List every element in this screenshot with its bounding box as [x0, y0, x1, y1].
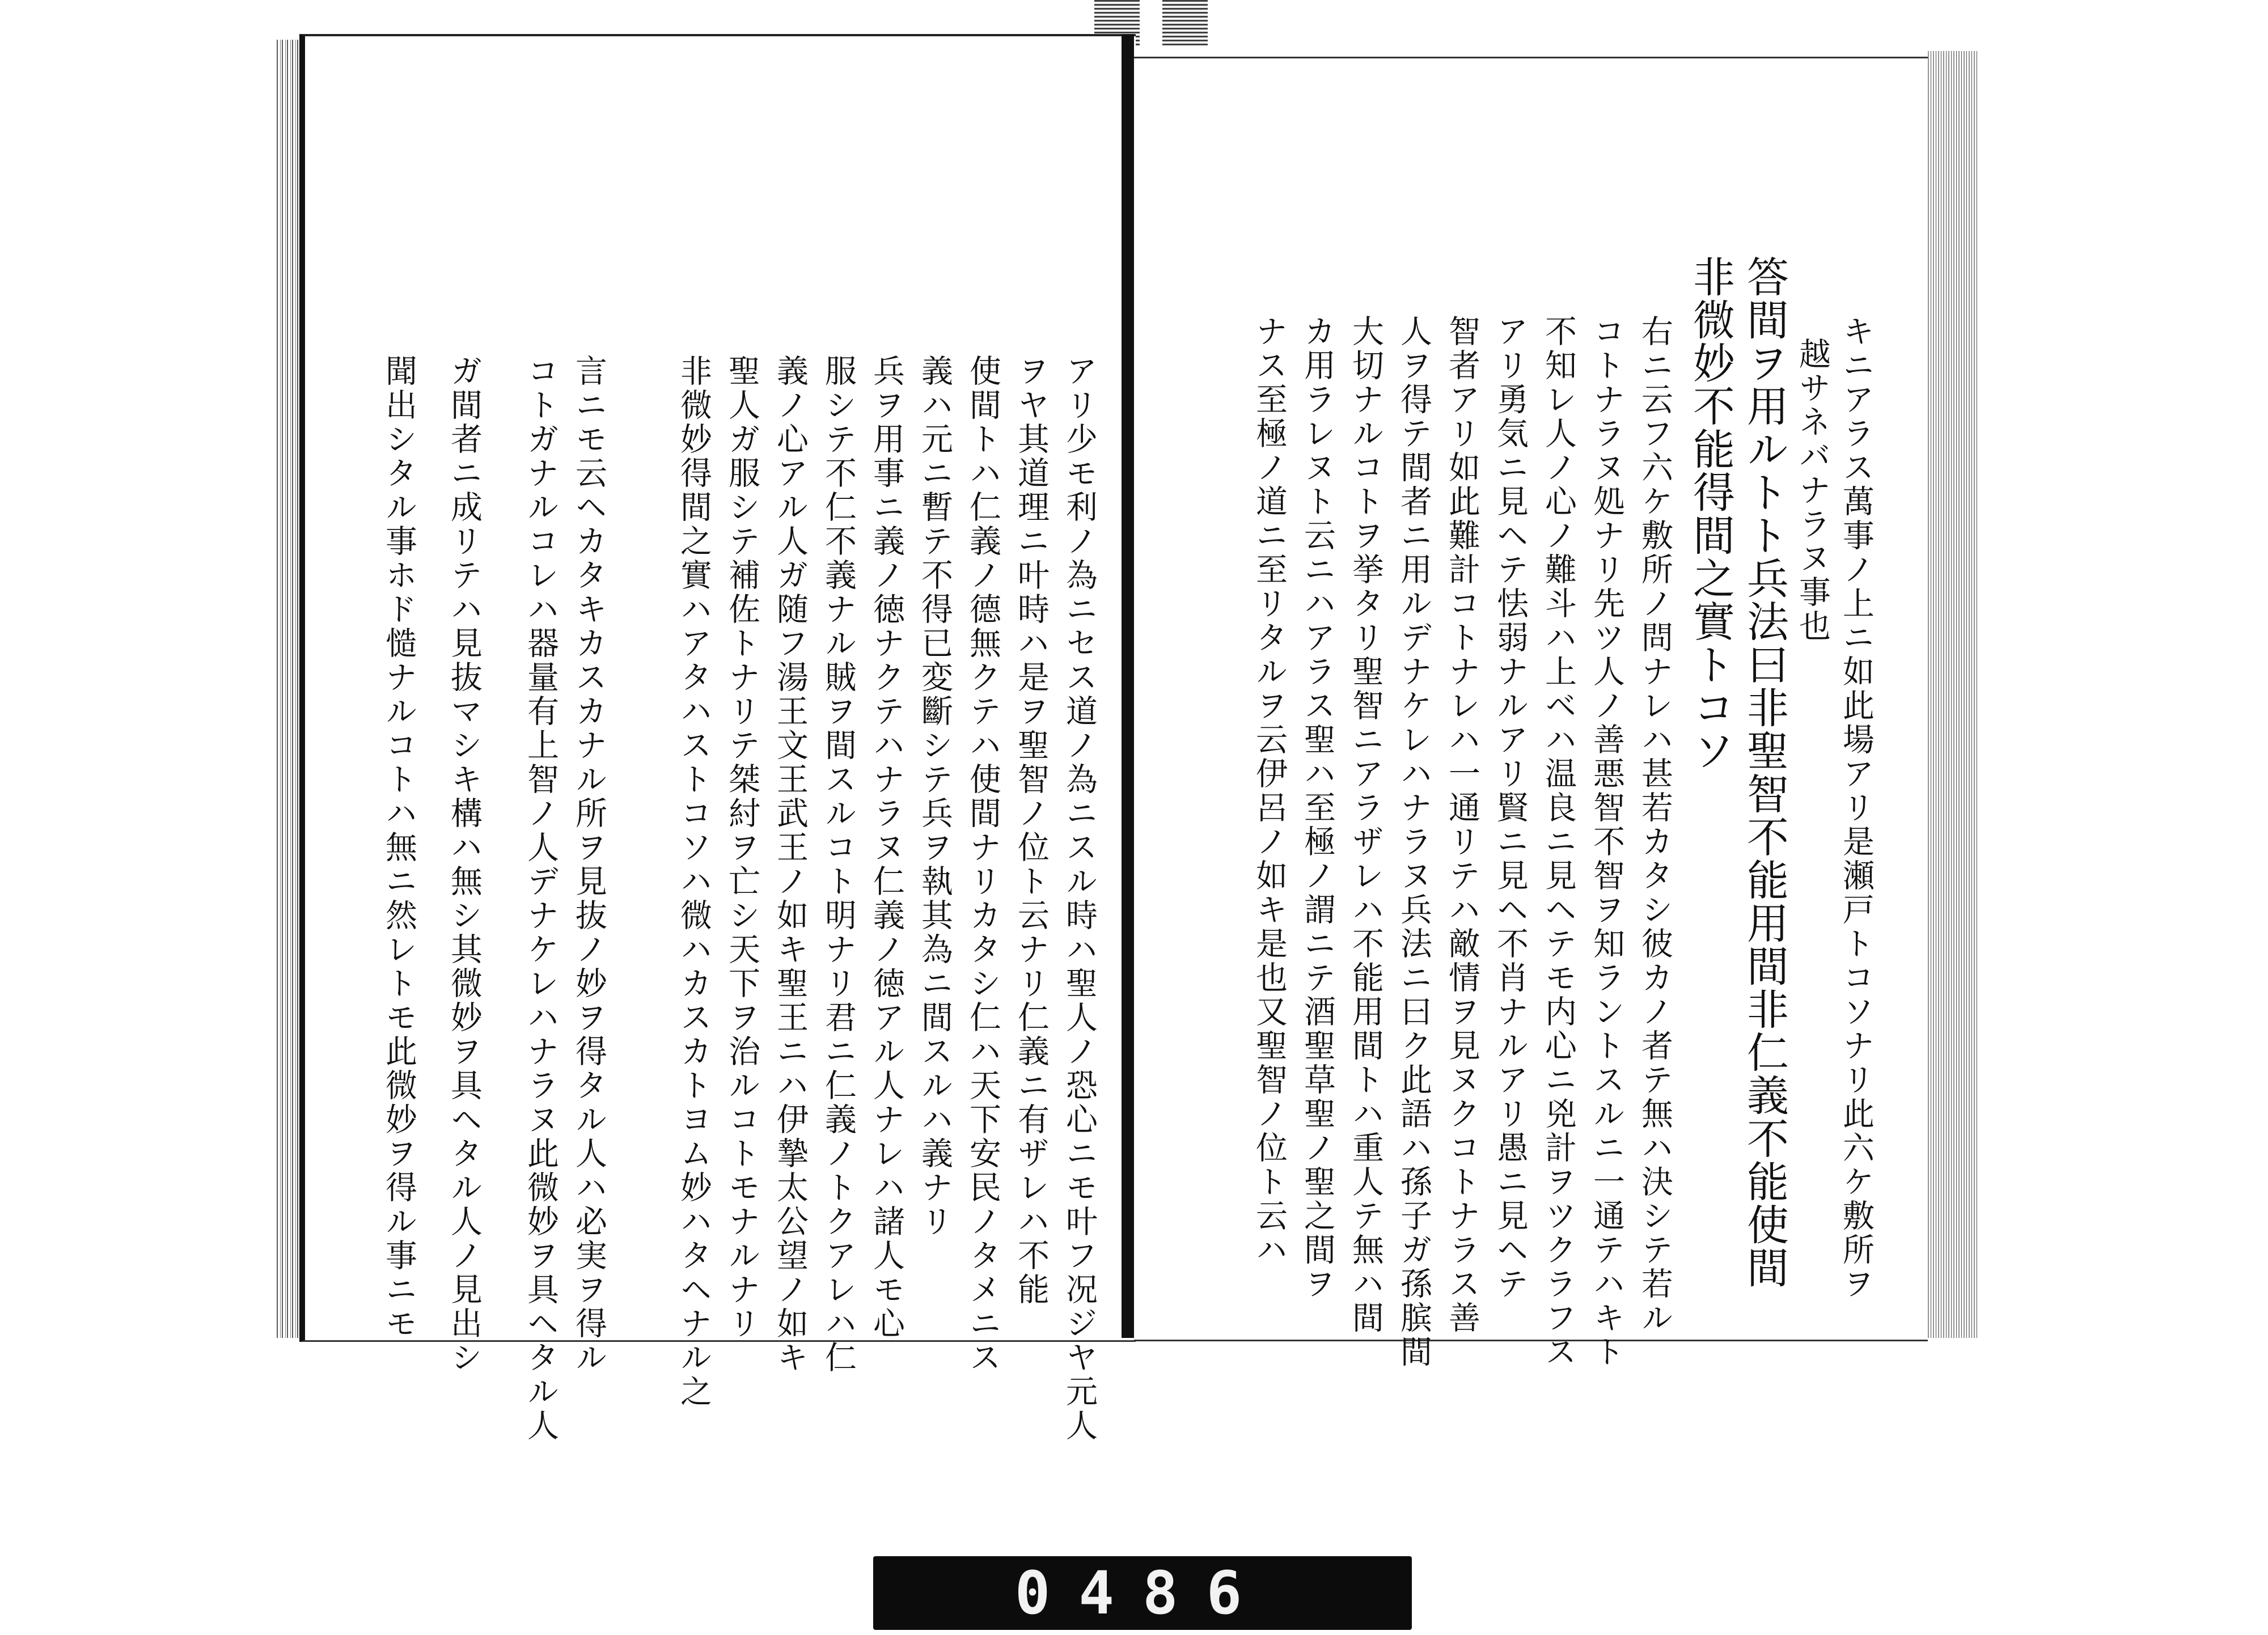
- text-column: キニアラス萬事ノ上ニ如此場アリ是瀬戸トコソナリ此六ケ敷所ヲ: [1838, 315, 1875, 1301]
- text-column: ヲヤ其道理ニ叶時ハ是ヲ聖智ノ位ト云ナリ仁義ニ有ザレハ不能: [1013, 354, 1050, 1307]
- text-column: 不知レ人ノ心ノ難斗ハ上ベハ温良ニ見ヘテモ内心ニ兇計ヲツクラフス: [1540, 315, 1577, 1369]
- text-column: 非微妙得間之實ハアタハストコソハ微ハカスカトヨム妙ハタヘナル之: [675, 354, 712, 1409]
- text-column: 聞出シタル事ホド慥ナルコトハ無ニ然レトモ此微妙ヲ得ル事ニモ: [380, 354, 417, 1341]
- text-column: カ用ラレヌト云ニハアラス聖ハ至極ノ謂ニテ酒聖草聖ノ聖之間ヲ: [1299, 315, 1336, 1301]
- binding-shadow: [1162, 0, 1208, 45]
- text-column: コトナラヌ処ナリ先ツ人ノ善悪智不智ヲ知ラントスルニ一通テハキト: [1588, 315, 1625, 1369]
- text-column: 人ヲ得テ間者ニ用ルデナケレハナラヌ兵法ニ曰ク此語ハ孫子ガ孫膑間: [1395, 315, 1432, 1369]
- text-column: 言ニモ云ヘカタキカスカナル所ヲ見抜ノ妙ヲ得タル人ハ必実ヲ得ル: [570, 354, 607, 1375]
- text-column: 兵ヲ用事ニ義ノ徳ナクテハナラヌ仁義ノ徳アル人ナレハ諸人モ心: [868, 354, 905, 1341]
- text-column: アリ勇気ニ見ヘテ怯弱ナルアリ賢ニ見ヘ不肖ナルアリ愚ニ見ヘテ: [1492, 315, 1529, 1301]
- text-column: 越サネバナラヌ事也: [1794, 337, 1831, 643]
- archive-number: 0486: [1014, 1558, 1271, 1628]
- text-column: 義ハ元ニ暫テ不得已変斷シテ兵ヲ執其為ニ間スルハ義ナリ: [916, 354, 953, 1239]
- page-edge-left: [277, 40, 299, 1338]
- text-column: 使間トハ仁義ノ德無クテハ使間ナリカタシ仁ハ天下安民ノタメニス: [964, 354, 1001, 1375]
- text-column: コトガナルコレハ器量有上智ノ人デナケレハナラヌ此微妙ヲ具ヘタル人: [522, 354, 559, 1443]
- page-edge-right: [1928, 51, 1979, 1338]
- archive-number-stamp: [873, 1556, 1412, 1630]
- text-column: ガ間者ニ成リテハ見抜マシキ構ハ無シ其微妙ヲ具ヘタル人ノ見出シ: [446, 354, 483, 1375]
- text-column: 右ニ云フ六ケ敷所ノ問ナレハ甚若カタシ彼カノ者テ無ハ決シテ若ル: [1636, 315, 1673, 1335]
- text-column: 聖人ガ服シテ補佐トナリテ桀紂ヲ亡シ天下ヲ治ルコトモナルナリ: [723, 354, 760, 1341]
- book-gutter: [1122, 34, 1134, 1338]
- text-column: 答間ヲ用ルトト兵法曰非聖智不能用間非仁義不能使間: [1740, 255, 1789, 1289]
- text-column: 大切ナルコトヲ挙タリ聖智ニアラザレハ不能用間トハ重人テ無ハ間: [1347, 315, 1384, 1335]
- text-column: 服シテ不仁不義ナル賊ヲ間スルコト明ナリ君ニ仁義ノトクアレハ仁: [820, 354, 857, 1375]
- left-page: [299, 34, 1136, 1342]
- text-column: ナス至極ノ道ニ至リタルヲ云伊呂ノ如キ是也又聖智ノ位ト云ハ: [1251, 315, 1288, 1267]
- text-column: 非微妙不能得間之實トコソ: [1686, 255, 1735, 772]
- text-column: 義ノ心アル人ガ随フ湯王文王武王ノ如キ聖王ニハ伊摯太公望ノ如キ: [772, 354, 809, 1375]
- text-column: 智者アリ如此難計コトナレハ一通リテハ敵情ヲ見ヌクコトナラス善: [1444, 315, 1480, 1335]
- text-column: アリ少モ利ノ為ニセス道ノ為ニスル時ハ聖人ノ恐心ニモ叶フ况ジヤ元人: [1061, 354, 1098, 1443]
